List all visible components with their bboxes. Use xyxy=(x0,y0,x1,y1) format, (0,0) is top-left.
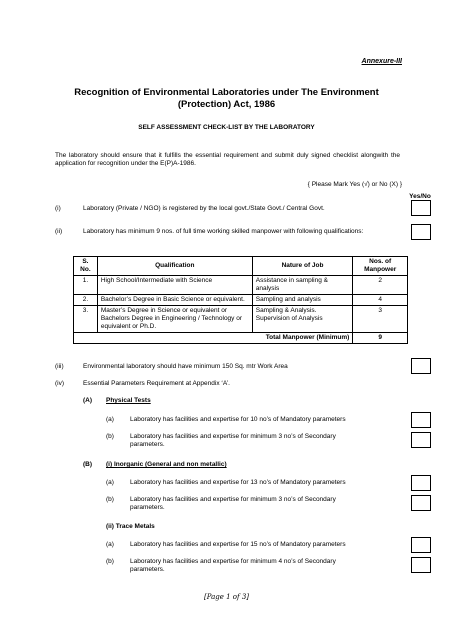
cell-sno: 3. xyxy=(74,306,98,333)
cell-qualification: Bachelor’s Degree in Basic Science or equivalent. xyxy=(97,295,252,306)
item-text: Environmental laboratory should have minimum 150 Sq. mtr Work Area xyxy=(83,363,288,370)
table-total-row xyxy=(74,333,408,344)
sub-item-number: (a) xyxy=(106,416,114,423)
cell-manpower: 2 xyxy=(353,276,408,295)
total-value: 9 xyxy=(353,333,408,344)
cell-manpower: 4 xyxy=(353,295,408,306)
section-title: (i) Inorganic (General and non metallic) xyxy=(106,461,227,468)
page-title: Recognition of Environmental Laboratories under The Environment (Protection) Act, 1986 xyxy=(74,87,379,110)
column-header: Nature of Job xyxy=(252,257,353,276)
sub-item-number: (b) xyxy=(106,558,114,565)
column-header: S. No. xyxy=(74,257,98,276)
yes-no-header: Yes/No xyxy=(409,193,431,200)
checkbox-trace-mandatory[interactable] xyxy=(411,537,431,553)
sub-item-text: Laboratory has facilities and expertise for minimum 3 no’s of Secondary parameters. xyxy=(130,433,336,448)
item-text: Laboratory has minimum 9 nos. of full time working skilled manpower with following qualifications: xyxy=(83,228,364,235)
checkbox-registration[interactable] xyxy=(411,200,431,216)
column-header: Nos. of Manpower xyxy=(353,257,408,276)
sub-item-text: Laboratory has facilities and expertise for minimum 4 no’s of Secondary parameters. xyxy=(130,558,336,573)
cell-job: Sampling & Analysis. Supervision of Analysis xyxy=(252,306,353,333)
item-text: Essential Parameters Requirement at Appendix ‘A’. xyxy=(83,380,230,387)
checkbox-inorganic-mandatory[interactable] xyxy=(411,475,431,491)
section-title: Physical Tests xyxy=(106,397,151,404)
cell-qualification: High School/Intermediate with Science xyxy=(97,276,252,295)
sub-item-number: (a) xyxy=(106,541,114,548)
sub-item-text: Laboratory has facilities and expertise for minimum 3 no’s of Secondary parameters. xyxy=(130,496,336,511)
item-number: (i) xyxy=(55,205,61,212)
intro-text: The laboratory should ensure that it fulfills the essential requirement and submit duly signed checklist alongwith the application for recognition under the E(P)A-1986. xyxy=(55,152,400,167)
item-number: (ii) xyxy=(55,228,63,235)
checkbox-trace-secondary[interactable] xyxy=(411,557,431,573)
checkbox-inorganic-secondary[interactable] xyxy=(411,495,431,511)
sub-item-text: Laboratory has facilities and expertise for 13 no’s of Mandatory parameters xyxy=(130,479,346,486)
sub-item-number: (b) xyxy=(106,433,114,440)
sub-item-text: Laboratory has facilities and expertise for 10 no’s of Mandatory parameters xyxy=(130,416,346,423)
column-header: Qualification xyxy=(97,257,252,276)
page-footer: [Page 1 of 3] xyxy=(203,593,250,601)
checkbox-physical-secondary[interactable] xyxy=(411,432,431,448)
table-row xyxy=(74,295,408,306)
cell-job: Assistance in sampling & analysis xyxy=(252,276,353,295)
cell-job: Sampling and analysis xyxy=(252,295,353,306)
cell-sno: 1. xyxy=(74,276,98,295)
cell-qualification: Master’s Degree in Science or equivalent or Bachelors Degree in Engineering / Technology or equivalent or Ph.D. xyxy=(97,306,252,333)
item-number: (iv) xyxy=(55,380,65,387)
table-row xyxy=(74,306,408,333)
cell-manpower: 3 xyxy=(353,306,408,333)
section-title: (ii) Trace Metals xyxy=(106,523,155,530)
page-subtitle: SELF ASSESSMENT CHECK-LIST BY THE LABORATORY xyxy=(138,124,315,131)
section-label: (A) xyxy=(83,397,93,404)
qualification-table xyxy=(73,256,408,344)
checkbox-manpower[interactable] xyxy=(411,224,431,240)
item-number: (iii) xyxy=(55,363,64,370)
sub-item-number: (b) xyxy=(106,496,114,503)
sub-item-text: Laboratory has facilities and expertise for 15 no’s of Mandatory parameters xyxy=(130,541,346,548)
total-label: Total Manpower (Minimum) xyxy=(74,333,353,344)
checkbox-physical-mandatory[interactable] xyxy=(411,412,431,428)
section-label: (B) xyxy=(83,461,93,468)
annexure-label: Annexure-III xyxy=(361,58,402,65)
mark-instruction: { Please Mark Yes (√) or No (X) } xyxy=(307,181,402,188)
table-row xyxy=(74,276,408,295)
cell-sno: 2. xyxy=(74,295,98,306)
table-header-row xyxy=(74,257,408,276)
item-text: Laboratory (Private / NGO) is registered by the local govt./State Govt./ Central Govt. xyxy=(83,205,325,212)
checkbox-work-area[interactable] xyxy=(411,358,431,374)
sub-item-number: (a) xyxy=(106,479,114,486)
